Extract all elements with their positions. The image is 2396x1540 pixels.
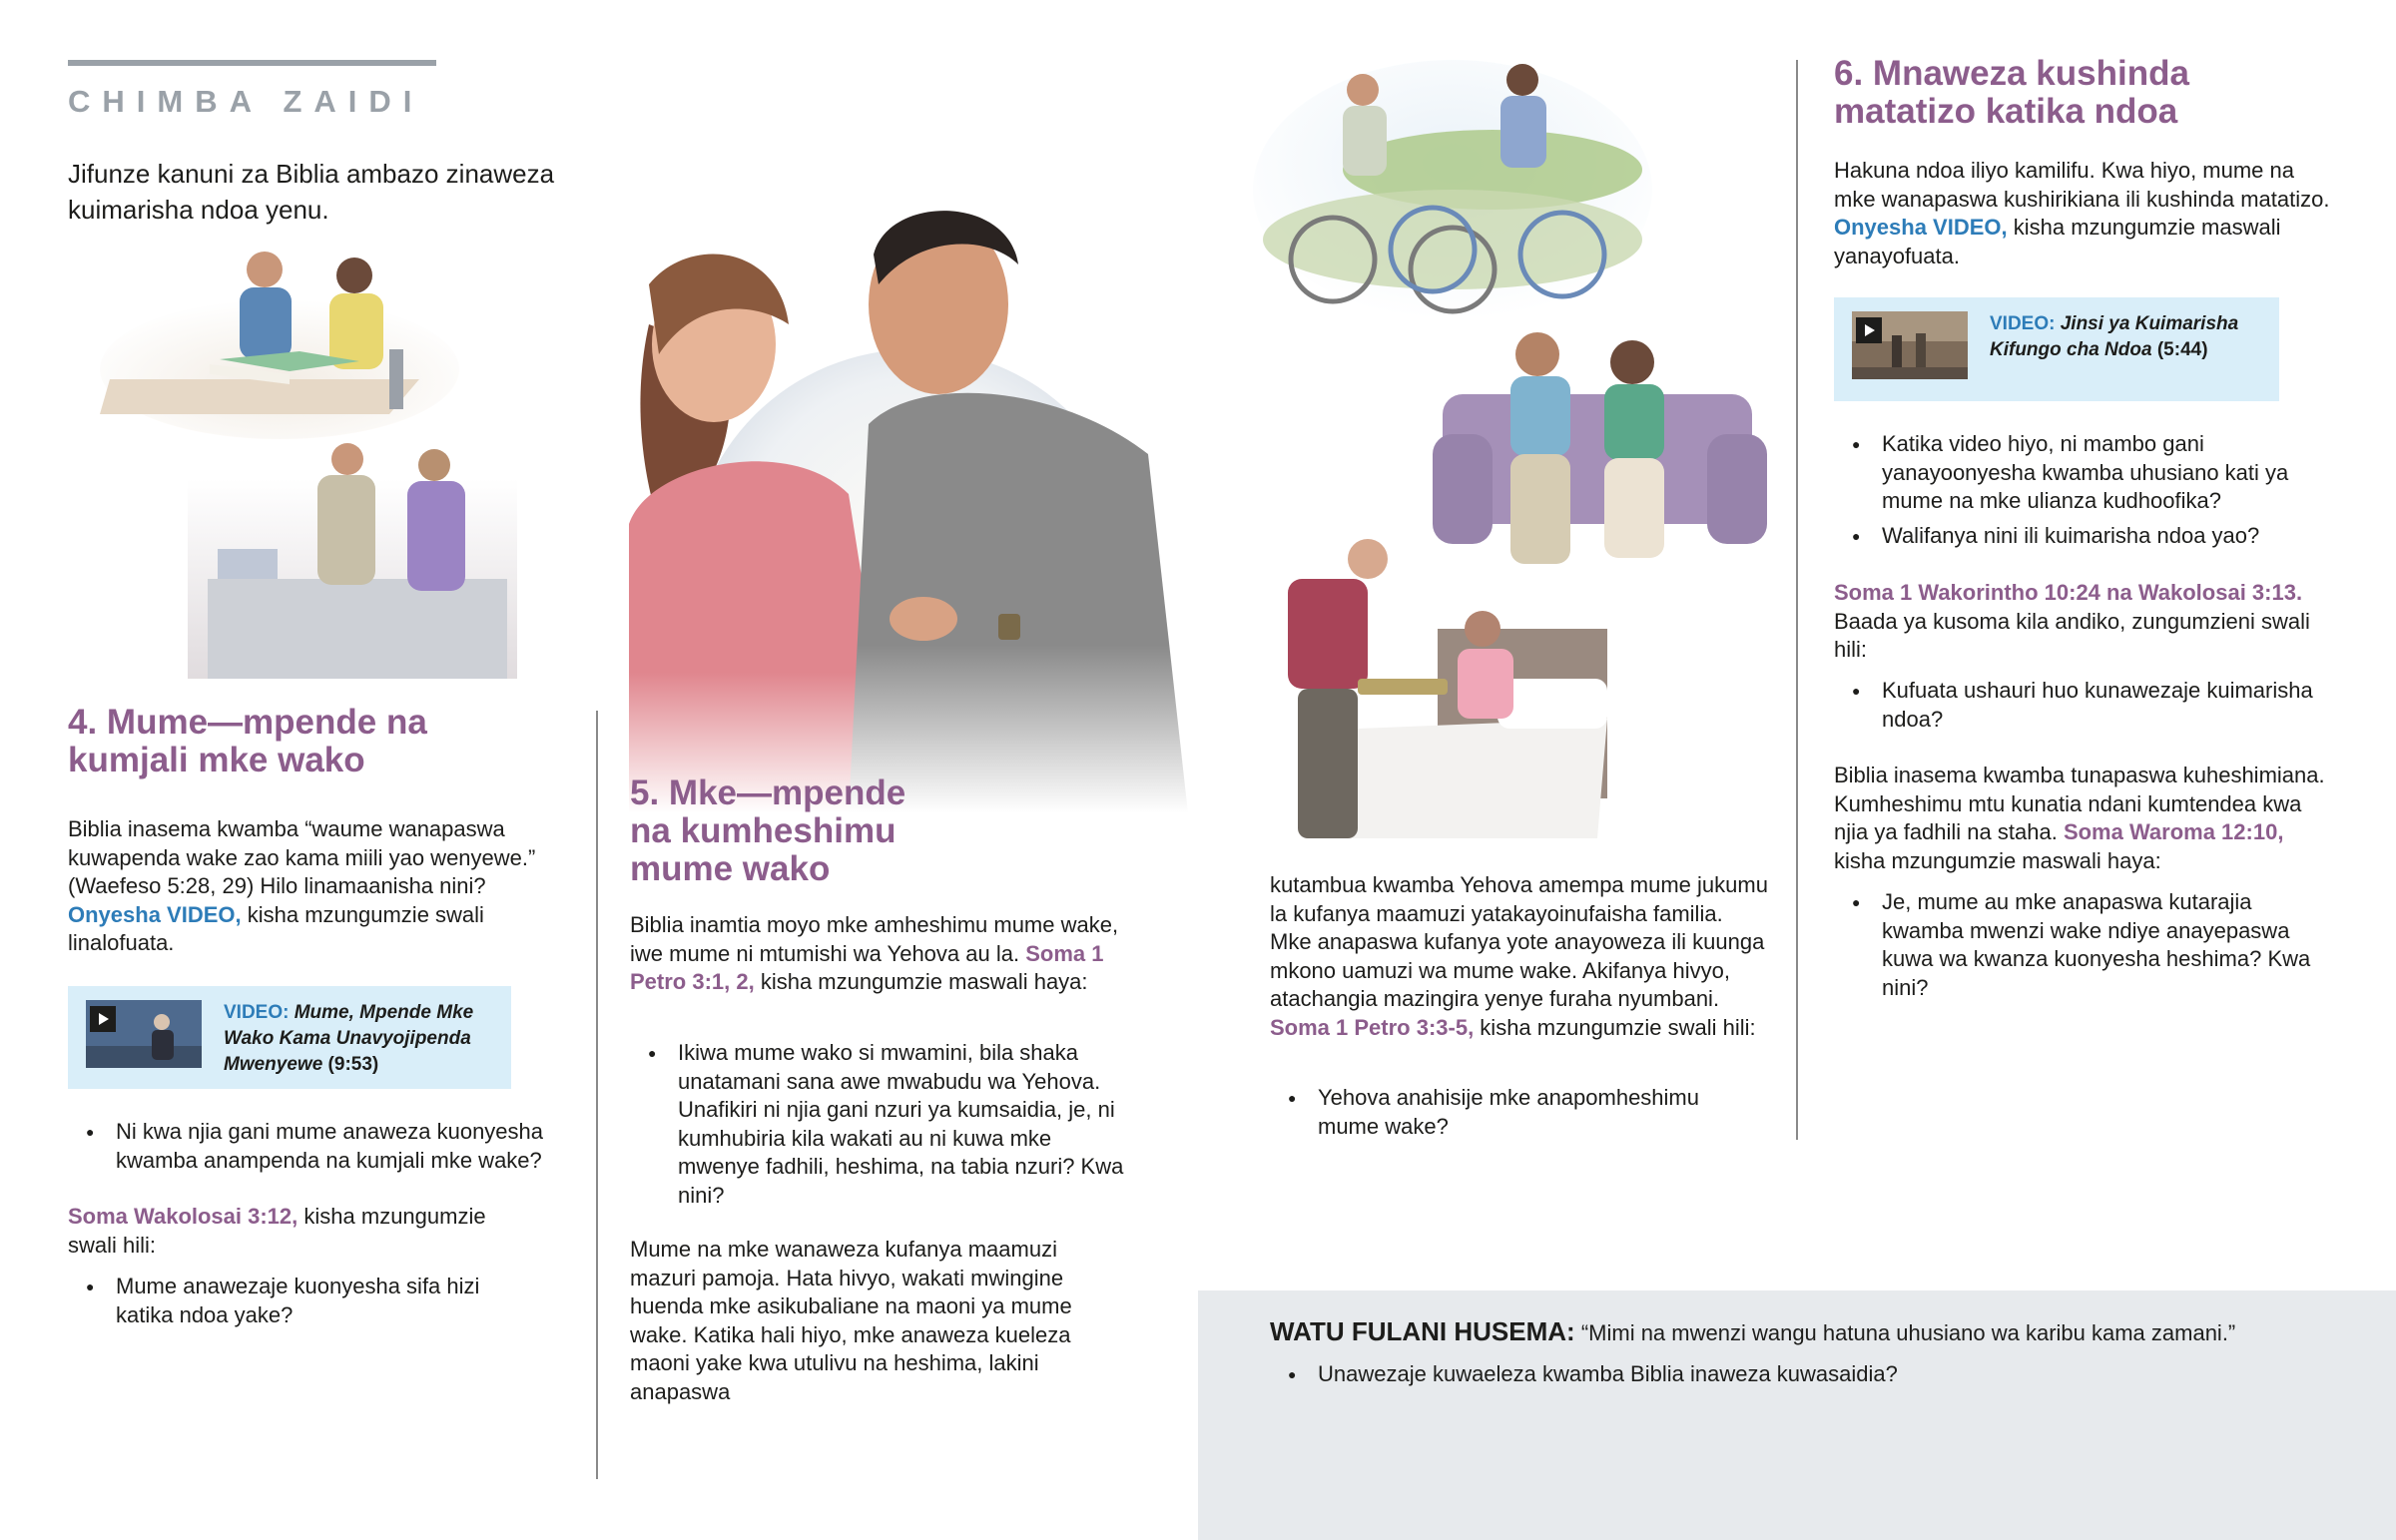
video-caption[interactable] xyxy=(224,1000,491,1078)
scripture-ref-1peter-3-1[interactable]: Soma 1 Petro 3:1, 2, xyxy=(630,940,1104,994)
section5-bullets-2 xyxy=(1270,1084,1749,1147)
couple-kitchen-illustration xyxy=(188,439,517,679)
video-label: VIDEO: xyxy=(224,1002,290,1023)
section4-bullets-2 xyxy=(68,1273,527,1335)
play-icon[interactable] xyxy=(90,1006,116,1032)
section6-bullets-1 xyxy=(1834,430,2333,556)
list-item: ● Mume anawezaje kuonyesha sifa hizi katika ndoa yake? xyxy=(68,1273,527,1329)
couple-studying-illustration xyxy=(90,240,459,439)
section5-bullets-1 xyxy=(630,1039,1139,1216)
video-duration: (9:53) xyxy=(327,1054,379,1075)
list-item: ● Ni kwa njia gani mume anaweza kuonyesha kwamba anampenda na kumjali mke wake? xyxy=(68,1118,587,1175)
some-say-panel xyxy=(1198,1290,2396,1540)
section6-bullets-3 xyxy=(1834,888,2333,1008)
section5-p3-post: kisha mzungumzie swali hili: xyxy=(1474,1014,1756,1040)
list-item: ● Kufuata ushauri huo kunawezaje kuimarisha ndoa? xyxy=(1834,677,2313,734)
section6-p1-post: kisha mzungumzie maswali yanayofuata. xyxy=(1834,215,2281,268)
video-title: Jinsi ya Kuimarisha Kifungo cha Ndoa xyxy=(1990,313,2239,360)
list-item: ● Katika video hiyo, ni mambo gani yanayoonyesha kwamba uhusiano kati ya mume na mke ulianza kudhoofika? xyxy=(1834,430,2333,516)
intro-text: Jifunze kanuni za Biblia ambazo zinaweza kuimarisha ndoa yenu. xyxy=(68,159,555,225)
scripture-ref-1peter-3-3[interactable]: Soma 1 Petro 3:3-5, xyxy=(1270,1014,1475,1040)
section6-read xyxy=(1834,579,2333,665)
section4-heading: 4. Mume—mpende na kumjali mke wako xyxy=(68,703,427,779)
section4-p1-post: kisha mzungumzie swali linalofuata. xyxy=(68,901,484,955)
couple-cycling-illustration xyxy=(1253,60,1652,329)
couple-embrace-illustration xyxy=(589,195,1238,813)
some-say-bullets xyxy=(1270,1360,2268,1395)
section5-p1-post: kisha mzungumzie maswali haya: xyxy=(754,969,1088,994)
list-item: ● Walifanya nini ili kuimarisha ndoa yao? xyxy=(1834,522,2333,551)
video-caption[interactable] xyxy=(1990,311,2259,363)
section6-p2-text: Biblia inasema kwamba tunapaswa kuheshimiana. Kumheshimu mtu kunatia ndani kumtendea kwa njia ya fadhili na staha. xyxy=(1834,763,2325,844)
list-item: ● Je, mume au mke anapaswa kutarajia kwamba mwenzi wake ndiye anayepaswa kuwa wa kwanza kuonyesha heshima? Kwa nini? xyxy=(1834,888,2333,1002)
play-icon[interactable] xyxy=(1856,317,1882,343)
section4-paragraph xyxy=(68,815,537,958)
kicker-title: CHIMBA ZAIDI xyxy=(68,84,424,119)
list-item: ● Yehova anahisije mke anapomheshimu mume wake? xyxy=(1270,1084,1749,1141)
section5-paragraph-2: Mume na mke wanaweza kufanya maamuzi mazuri pamoja. Hata hivyo, wakati mwingine huenda mke asikubaliane na maoni ya mume wake. Katika hali hiyo, mke anaweza kueleza maoni yake kwa utulivu na heshima, lakini anapaswa xyxy=(630,1237,1072,1404)
video-duration: (5:44) xyxy=(2156,339,2208,360)
section6-bullets-2 xyxy=(1834,677,2313,740)
show-video-link[interactable]: Onyesha VIDEO, xyxy=(1834,215,2008,240)
section5-p1-text: Biblia inamtia moyo mke amheshimu mume wake, iwe mume ni mtumishi wa Yehova au la. xyxy=(630,912,1119,966)
list-item: ● Ikiwa mume wako si mwamini, bila shaka unatamani sana awe mwabudu wa Yehova. Unafikiri ni njia gani nzuri ya kumsaidia, je, ni kumhubiria kila wakati au ni kuwa mke mwenye fadhili, heshima, na tabia nzuri? Kwa nini? xyxy=(630,1039,1139,1210)
section5-paragraph-3 xyxy=(1270,871,1769,1042)
video-thumbnail[interactable] xyxy=(1852,311,1968,379)
scripture-ref-colossians[interactable]: Soma Wakolosai 3:12, xyxy=(68,1204,299,1229)
some-say-quote: “Mimi na mwenzi wangu hatuna uhusiano wa karibu kama zamani.” xyxy=(1580,1320,2236,1345)
section5-heading: 5. Mke—mpende na kumheshimu mume wako xyxy=(630,773,906,888)
husband-caring-illustration xyxy=(1268,529,1617,848)
list-item: ● Unawezaje kuwaeleza kwamba Biblia inaweza kuwasaidia? xyxy=(1270,1360,2268,1389)
video-title: Mume, Mpende Mke Wako Kama Unavyojipenda Mwenyewe xyxy=(224,1002,474,1075)
section6-p2-post: kisha mzungumzie maswali haya: xyxy=(1834,847,2161,873)
section4-bullets-1 xyxy=(68,1118,587,1181)
section6-heading: 6. Mnaweza kushinda matatizo katika ndoa xyxy=(1834,54,2189,131)
video-label: VIDEO: xyxy=(1990,313,2056,334)
section6-p1-text: Hakuna ndoa iliyo kamilifu. Kwa hiyo, mume na mke wanapaswa kushirikiana ili kushinda matatizo. xyxy=(1834,158,2330,212)
section6-paragraph-1 xyxy=(1834,157,2333,270)
video-thumbnail[interactable] xyxy=(86,1000,202,1068)
column-divider xyxy=(1796,60,1798,1140)
kicker-rule xyxy=(68,60,436,66)
section4-read-post: kisha mzungumzie swali hili: xyxy=(68,1204,486,1258)
section4-read xyxy=(68,1203,507,1260)
video-card-marriage[interactable] xyxy=(1834,297,2279,401)
section5-paragraph-1 xyxy=(630,911,1119,997)
some-say-line xyxy=(1270,1316,2368,1348)
some-say-label: WATU FULANI HUSEMA: xyxy=(1270,1316,1575,1346)
section6-read-post: Baada ya kusoma kila andiko, zungumzieni swali hili: xyxy=(1834,608,2310,662)
scripture-ref-1cor-col[interactable]: Soma 1 Wakorintho 10:24 na Wakolosai 3:13. xyxy=(1834,580,2303,605)
section4-p1-text: Biblia inasema kwamba “waume wanapaswa kuwapenda wake zao kama miili yao wenyewe.” (Waefeso 5:28, 29) Hilo linamaanisha nini? xyxy=(68,816,536,898)
section6-paragraph-2 xyxy=(1834,762,2338,875)
video-card-husband[interactable] xyxy=(68,986,511,1089)
column-divider xyxy=(596,711,598,1479)
section5-p3-text: kutambua kwamba Yehova amempa mume jukumu la kufanya maamuzi yatakayoinufaisha familia. Mke anapaswa kufanya yote anayoweza ili kuunga mkono uamuzi wa mume wake. Akifanya hivyo, atachangia mazingira yenye furaha nyumbani. xyxy=(1270,872,1768,1011)
show-video-link[interactable]: Onyesha VIDEO, xyxy=(68,901,242,927)
scripture-ref-romans[interactable]: Soma Waroma 12:10, xyxy=(2063,819,2284,844)
